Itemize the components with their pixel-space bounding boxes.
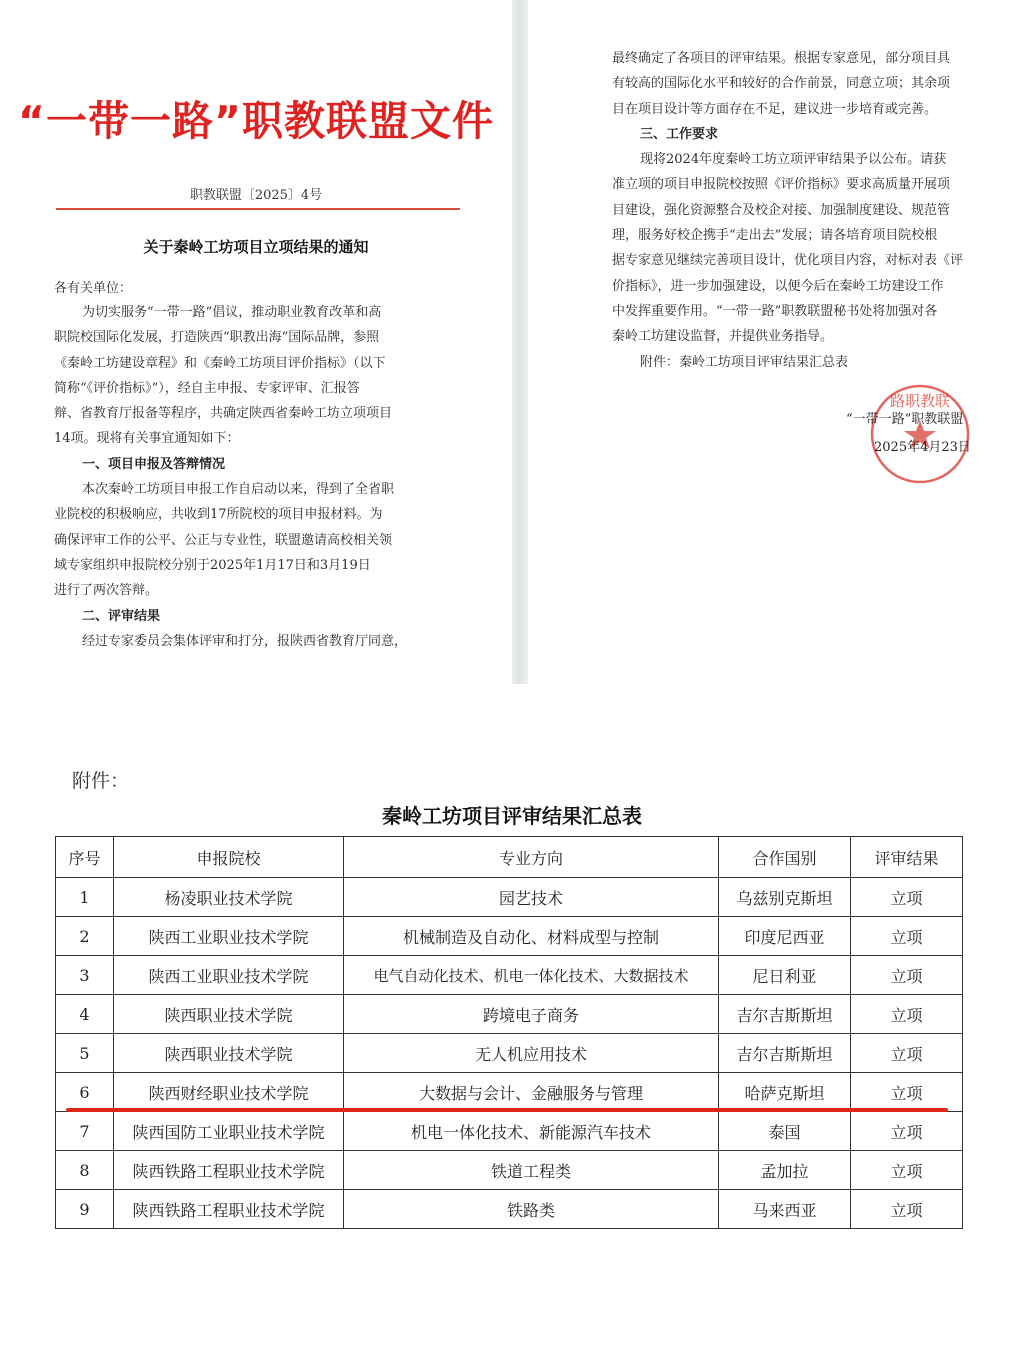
table-cell: 机电一体化技术、新能源汽车技术 [344, 1112, 719, 1151]
table-body [56, 878, 963, 1229]
signature-organization: “一带一路”职教联盟 [846, 412, 964, 427]
table-cell: 机械制造及自动化、材料成型与控制 [344, 917, 719, 956]
body-line: 有较高的国际化水平和较好的合作前景，同意立项；其余项 [612, 76, 951, 92]
table-row [56, 1112, 963, 1151]
table-cell: 孟加拉 [719, 1151, 851, 1190]
official-seal-icon [868, 382, 972, 486]
table-cell: 3 [56, 956, 114, 995]
table-cell: 尼日利亚 [719, 956, 851, 995]
table-row [56, 956, 963, 995]
table-cell: 铁道工程类 [344, 1151, 719, 1190]
table-cell: 陕西铁路工程职业技术学院 [114, 1151, 344, 1190]
section-heading: 三、工作要求 [640, 126, 719, 142]
body-line: 进行了两次答辩。 [54, 583, 159, 599]
table-cell: 2 [56, 917, 114, 956]
column-header: 专业方向 [344, 837, 719, 878]
table-row [56, 1151, 963, 1190]
page-divider [512, 0, 528, 684]
table-title: 秦岭工坊项目评审结果汇总表 [382, 804, 642, 828]
table-cell: 立项 [851, 1073, 963, 1112]
row-highlight-underline [66, 1108, 948, 1112]
table-row [56, 1190, 963, 1229]
table-row [56, 878, 963, 917]
document-number: 职教联盟〔2025〕4号 [189, 188, 323, 203]
table-cell: 铁路类 [344, 1190, 719, 1229]
body-line: 据专家意见继续完善项目设计，优化项目内容，对标对表《评 [612, 253, 964, 269]
table-cell: 立项 [851, 995, 963, 1034]
table-cell: 吉尔吉斯斯坦 [719, 1034, 851, 1073]
table-cell: 陕西职业技术学院 [114, 1034, 344, 1073]
table-cell: 无人机应用技术 [344, 1034, 719, 1073]
results-table [55, 836, 963, 1229]
table-cell: 8 [56, 1151, 114, 1190]
left-body-text [54, 300, 434, 654]
table-cell: 乌兹别克斯坦 [719, 878, 851, 917]
body-line: 业院校的积极响应，共收到17所院校的项目申报材料。为 [54, 507, 383, 523]
body-line: 职院校国际化发展，打造陕西“职教出海”国际品牌，参照 [54, 330, 380, 346]
column-header: 申报院校 [114, 837, 344, 878]
table-row [56, 1034, 963, 1073]
body-line: 现将2024年度秦岭工坊立项评审结果予以公布。请获 [640, 152, 947, 168]
table-cell: 立项 [851, 1190, 963, 1229]
table-cell: 立项 [851, 956, 963, 995]
table-cell: 6 [56, 1073, 114, 1112]
table-cell: 跨境电子商务 [344, 995, 719, 1034]
table-cell: 立项 [851, 878, 963, 917]
body-line: 价指标》，进一步加强建设，以便今后在秦岭工坊建设工作 [612, 278, 944, 294]
table-cell: 陕西职业技术学院 [114, 995, 344, 1034]
body-line: 简称“《评价指标》”），经自主申报、专家评审、汇报答 [54, 380, 360, 396]
column-header: 序号 [56, 837, 114, 878]
body-line: 经过专家委员会集体评审和打分，报陕西省教育厅同意， [82, 633, 408, 649]
seal-text: 路职教联 [889, 392, 951, 410]
table-cell: 陕西国防工业职业技术学院 [114, 1112, 344, 1151]
body-line: 理，服务好校企携手“走出去”发展；请各培育项目院校根 [612, 228, 938, 244]
table-cell: 陕西工业职业技术学院 [114, 917, 344, 956]
body-line: 为切实服务“一带一路”倡议，推动职业教育改革和高 [82, 305, 382, 320]
right-body-text [612, 46, 992, 375]
notice-title: 关于秦岭工坊项目立项结果的通知 [143, 238, 369, 256]
table-cell: 陕西铁路工程职业技术学院 [114, 1190, 344, 1229]
document-header-title: “一带一路”职教联盟文件 [18, 97, 494, 145]
salutation: 各有关单位： [54, 281, 133, 296]
table-cell: 立项 [851, 1034, 963, 1073]
body-line: 最终确定了各项目的评审结果。根据专家意见，部分项目具 [612, 51, 951, 66]
body-line: 目在项目设计等方面存在不足，建议进一步培育或完善。 [612, 101, 938, 117]
table-cell: 泰国 [719, 1112, 851, 1151]
table-row [56, 1073, 963, 1112]
table-cell: 吉尔吉斯斯坦 [719, 995, 851, 1034]
body-line: 附件：秦岭工坊项目评审结果汇总表 [640, 354, 849, 370]
table-cell: 7 [56, 1112, 114, 1151]
table-cell: 电气自动化技术、机电一体化技术、大数据技术 [344, 956, 719, 995]
body-line: 域专家组织申报院校分别于2025年1月17日和3月19日 [54, 557, 371, 573]
header-red-rule [56, 208, 460, 210]
table-cell: 杨凌职业技术学院 [114, 878, 344, 917]
body-line: 辩、省教育厅报备等程序，共确定陕西省秦岭工坊立项项目 [54, 406, 393, 422]
body-line: 中发挥重要作用。“一带一路”职教联盟秘书处将加强对各 [612, 303, 938, 319]
table-header-row [56, 837, 963, 878]
table-cell: 5 [56, 1034, 114, 1073]
section-heading: 一、项目申报及答辩情况 [82, 456, 226, 472]
column-header: 合作国别 [719, 837, 851, 878]
table-cell: 4 [56, 995, 114, 1034]
body-line: 14项。现将有关事宜通知如下： [54, 431, 240, 447]
table-cell: 大数据与会计、金融服务与管理 [344, 1073, 719, 1112]
table-cell: 印度尼西亚 [719, 917, 851, 956]
table-cell: 陕西财经职业技术学院 [114, 1073, 344, 1112]
column-header: 评审结果 [851, 837, 963, 878]
table-cell: 哈萨克斯坦 [719, 1073, 851, 1112]
body-line: 《秦岭工坊建设章程》和《秦岭工坊项目评价指标》（以下 [54, 355, 386, 371]
body-line: 准立项的项目申报院校按照《评价指标》要求高质量开展项 [612, 177, 951, 193]
body-line: 确保评审工作的公平、公正与专业性，联盟邀请高校相关领 [54, 532, 393, 548]
table-cell: 马来西亚 [719, 1190, 851, 1229]
body-line: 本次秦岭工坊项目申报工作自启动以来，得到了全省职 [82, 482, 395, 498]
table-cell: 陕西工业职业技术学院 [114, 956, 344, 995]
table-cell: 园艺技术 [344, 878, 719, 917]
body-line: 目建设，强化资源整合及校企对接、加强制度建设、规范管 [612, 202, 951, 218]
table-cell: 9 [56, 1190, 114, 1229]
table-cell: 立项 [851, 1151, 963, 1190]
table-row [56, 917, 963, 956]
table-cell: 立项 [851, 917, 963, 956]
attachment-label: 附件： [72, 770, 130, 792]
section-heading: 二、评审结果 [82, 608, 161, 624]
table-row [56, 995, 963, 1034]
table-cell: 立项 [851, 1112, 963, 1151]
table-cell: 1 [56, 878, 114, 917]
body-line: 秦岭工坊建设监督，并提供业务指导。 [612, 329, 834, 345]
signature-date: 2025年4月23日 [874, 440, 971, 455]
